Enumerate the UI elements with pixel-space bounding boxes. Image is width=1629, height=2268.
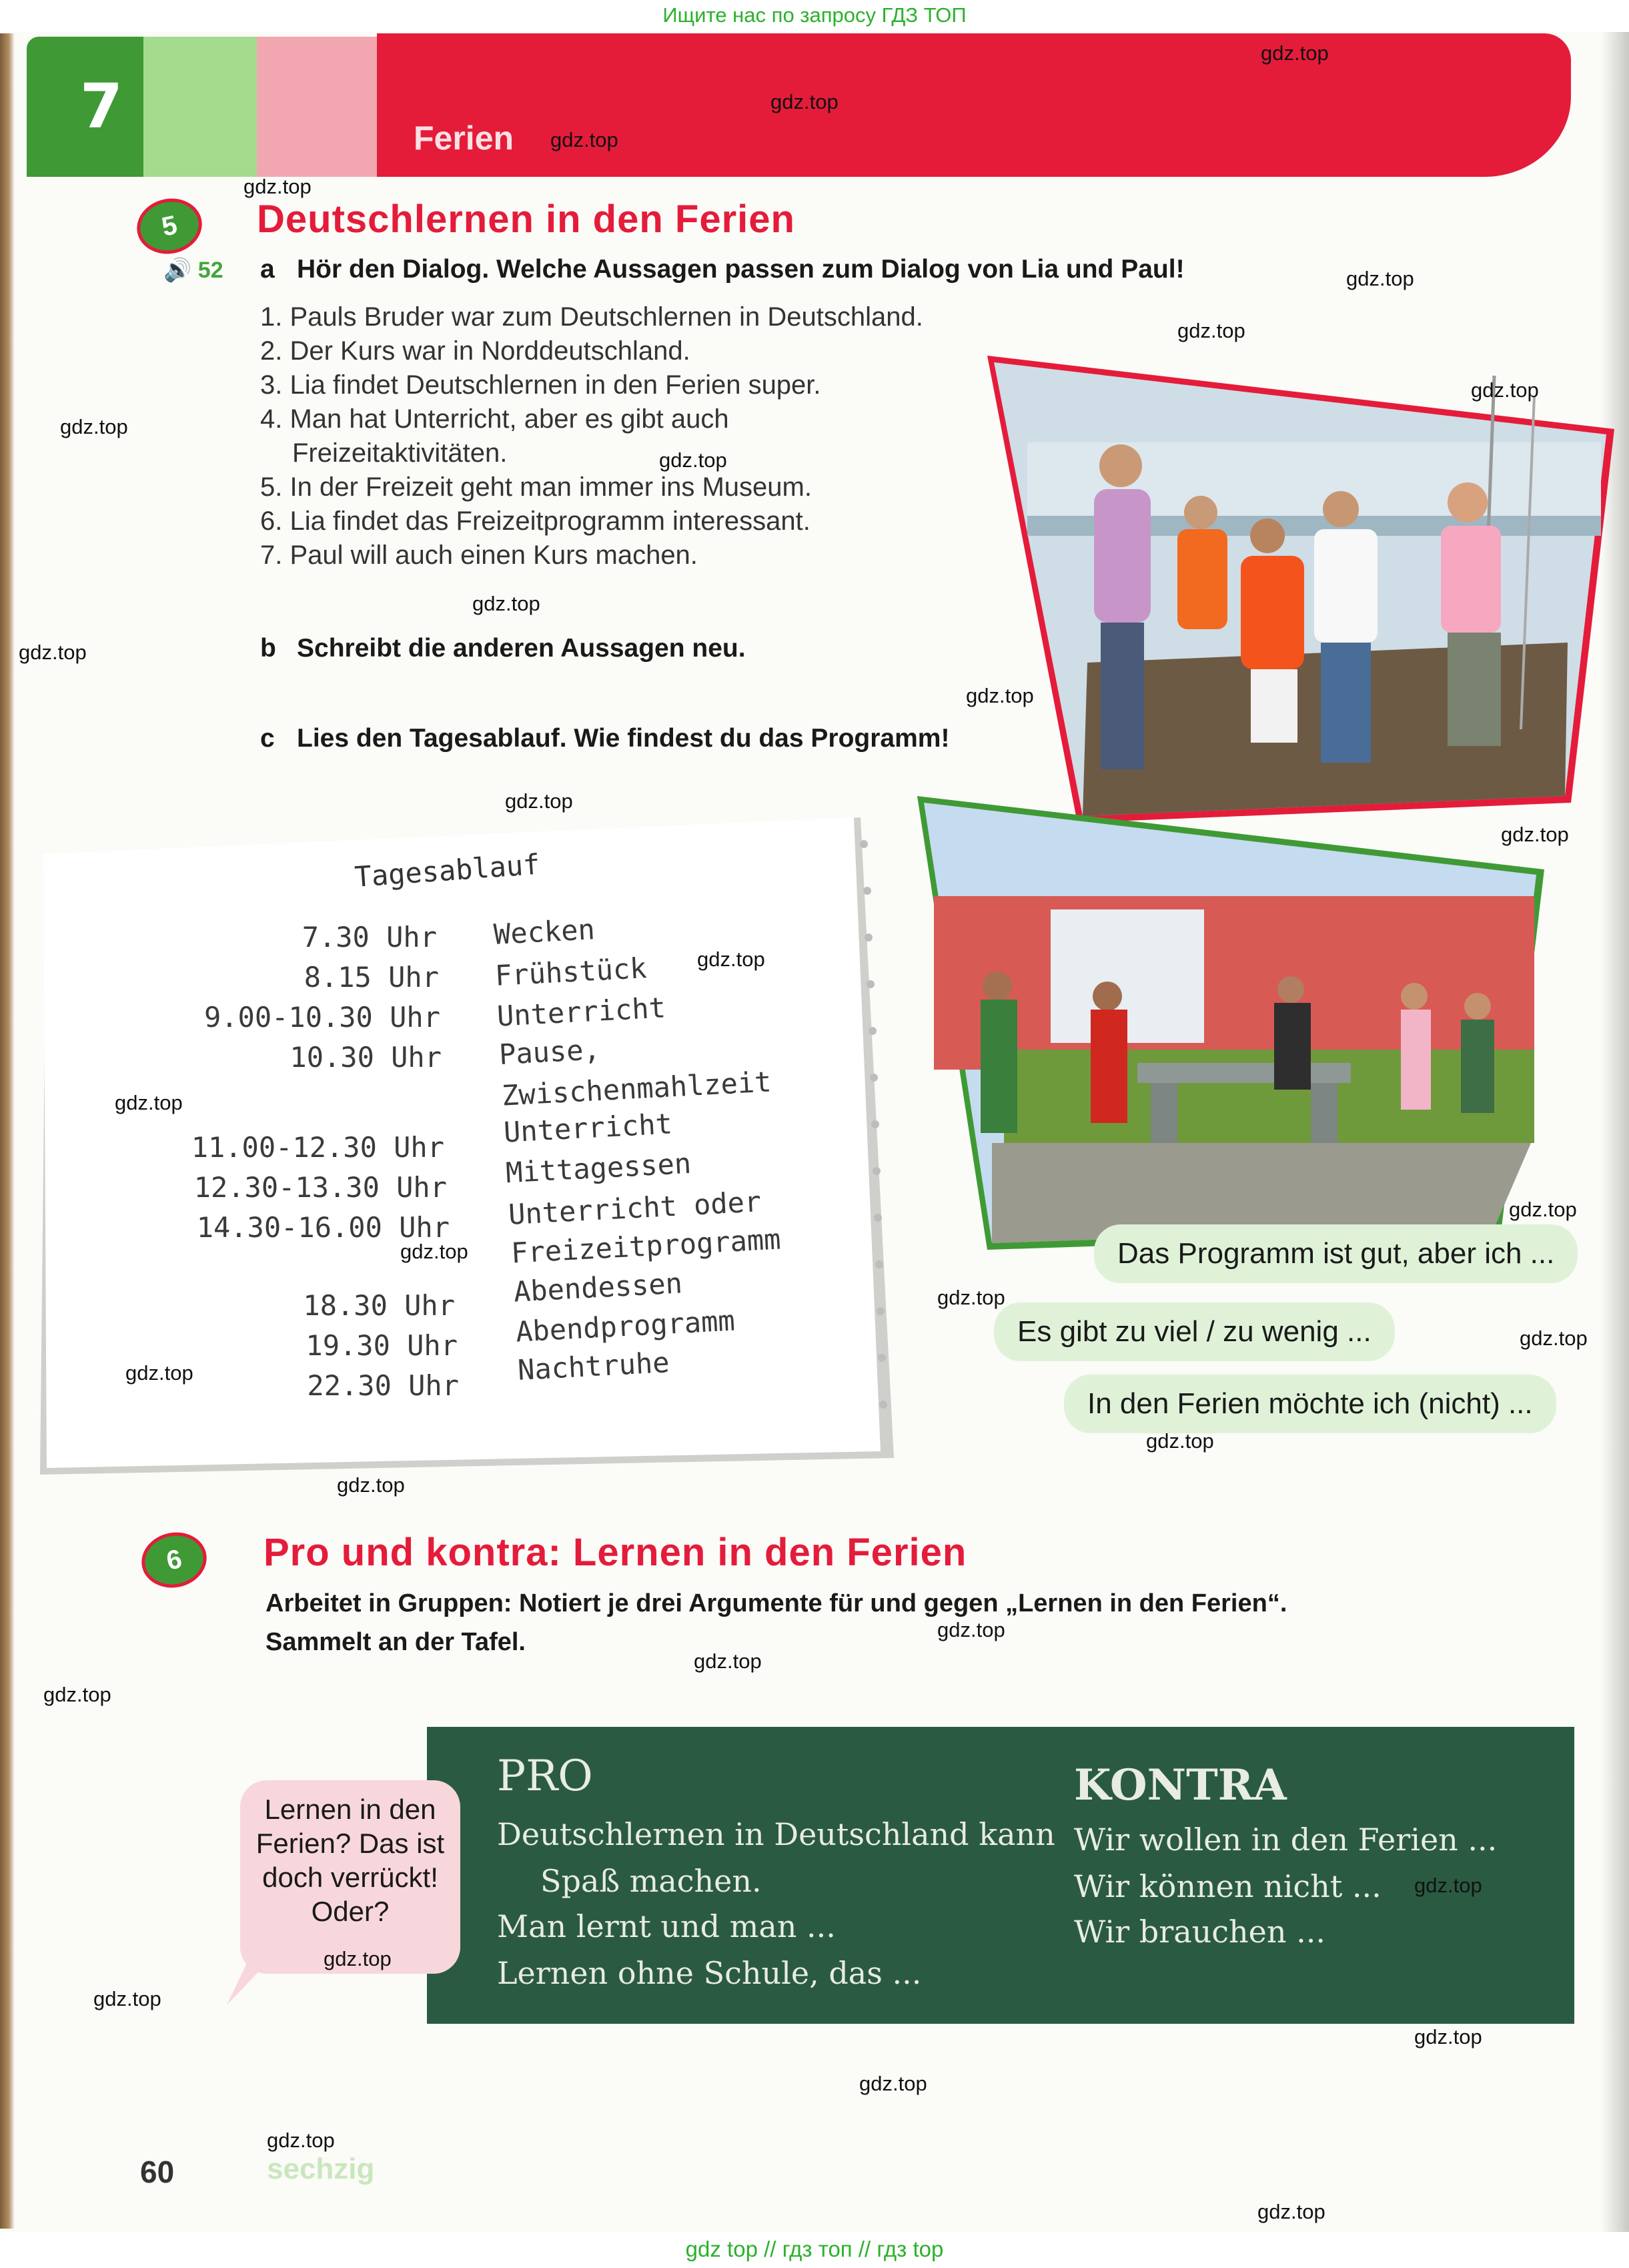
list-item: 5. In der Freizeit geht man immer ins Museum. — [260, 472, 812, 502]
schedule-activity: Wecken — [492, 913, 596, 951]
watermark: gdz.top — [125, 1361, 193, 1385]
watermark: gdz.top — [966, 684, 1034, 707]
task-text: Lies den Tagesablauf. Wie findest du das Programm! — [297, 724, 950, 753]
schedule-activity: Nachtruhe — [516, 1346, 670, 1387]
watermark: gdz.top — [694, 1649, 762, 1673]
speaker-icon: 🔊 — [163, 258, 192, 283]
schedule-activity: Unterricht — [496, 991, 666, 1033]
watermark: gdz.top — [115, 1091, 183, 1114]
watermark: gdz.top — [19, 641, 87, 664]
watermark: gdz.top — [1146, 1429, 1214, 1453]
bottom-link-bar[interactable]: gdz top // гдз топ // гдз top — [0, 2232, 1629, 2268]
watermark: gdz.top — [659, 448, 727, 472]
header-pink-block — [257, 37, 377, 177]
watermark: gdz.top — [937, 1618, 1005, 1641]
task-text: Schreibt die anderen Aussagen neu. — [297, 634, 746, 663]
watermark: gdz.top — [1177, 319, 1245, 342]
speech-line: Oder? — [311, 1896, 390, 1927]
section-6-title: Pro und kontra: Lernen in den Ferien — [263, 1531, 967, 1574]
section-5-title: Deutschlernen in den Ferien — [257, 198, 795, 241]
phrase-bubble: Das Programm ist gut, aber ich ... — [1094, 1224, 1578, 1283]
task-5b — [260, 634, 746, 663]
watermark: gdz.top — [1261, 41, 1329, 65]
watermark: gdz.top — [1414, 1874, 1482, 1897]
audio-track-indicator[interactable] — [163, 257, 223, 284]
list-item: 3. Lia findet Deutschlernen in den Ferien super. — [260, 370, 821, 400]
kontra-argument: Wir brauchen ... — [1074, 1914, 1326, 1950]
photo-table-tennis — [917, 796, 1544, 1263]
watermark: gdz.top — [1414, 2025, 1482, 2048]
pro-argument: Man lernt und man ... — [497, 1908, 836, 1944]
watermark: gdz.top — [770, 90, 839, 113]
schedule-activity: Pause, — [498, 1033, 601, 1071]
list-item: 2. Der Kurs war in Norddeutschland. — [260, 336, 690, 366]
watermark: gdz.top — [1520, 1327, 1588, 1350]
watermark: gdz.top — [1257, 2200, 1325, 2223]
chapter-number: 7 — [80, 71, 123, 142]
schedule-activity: Zwischenmahlzeit — [500, 1065, 772, 1112]
watermark: gdz.top — [267, 2129, 335, 2152]
schedule-activity: Unterricht oder — [507, 1185, 762, 1231]
chapter-number-tab — [27, 37, 143, 177]
section-6-instruction: Sammelt an der Tafel. — [265, 1628, 526, 1656]
watermark: gdz.top — [1509, 1198, 1577, 1221]
watermark: gdz.top — [400, 1240, 468, 1263]
section-5-badge: 5 — [132, 193, 207, 260]
watermark: gdz.top — [505, 789, 573, 813]
schedule-time: 8.15 Uhr — [304, 961, 439, 994]
schedule-activity: Abendprogramm — [514, 1304, 736, 1349]
schedule-time: 22.30 Uhr — [307, 1369, 459, 1402]
schedule-activity: Frühstück — [494, 952, 648, 992]
schedule-activity: Mittagessen — [504, 1146, 692, 1190]
watermark: gdz.top — [324, 1947, 392, 1970]
schedule-activity: Unterricht — [502, 1107, 673, 1149]
schedule-time: 14.30-16.00 Uhr — [196, 1211, 450, 1244]
phrase-bubble: Es gibt zu viel / zu wenig ... — [994, 1302, 1395, 1361]
watermark: gdz.top — [243, 175, 312, 198]
schedule-time: 7.30 Uhr — [302, 921, 437, 954]
list-item: 6. Lia findet das Freizeitprogramm interessant. — [260, 506, 810, 536]
watermark: gdz.top — [1346, 267, 1414, 290]
list-item: 7. Paul will auch einen Kurs machen. — [260, 540, 698, 570]
page-number-word: sechzig — [267, 2153, 375, 2185]
schedule-time: 9.00-10.30 Uhr — [203, 1001, 440, 1034]
top-notice[interactable]: Ищите нас по запросу ГДЗ ТОП — [0, 0, 1629, 32]
task-letter: a — [260, 255, 275, 284]
task-5a — [260, 255, 1185, 284]
schedule-activity: Freizeitprogramm — [510, 1222, 782, 1270]
header-red-band — [377, 33, 1571, 177]
speech-line: Ferien? Das ist — [255, 1828, 445, 1859]
schedule-time: 10.30 Uhr — [290, 1041, 442, 1074]
photo-sailing-group — [987, 356, 1614, 823]
watermark: gdz.top — [60, 415, 128, 438]
watermark: gdz.top — [43, 1683, 111, 1706]
section-6-instruction: Arbeitet in Gruppen: Notiert je drei Argumente für und gegen „Lernen in den Ferien“. — [265, 1589, 1287, 1617]
pro-argument: Lernen ohne Schule, das ... — [497, 1955, 922, 1991]
watermark: gdz.top — [1471, 378, 1539, 402]
watermark: gdz.top — [93, 1987, 161, 2010]
speech-line: Lernen in den — [264, 1794, 436, 1825]
task-5c — [260, 724, 949, 753]
page-number: 60 — [140, 2155, 175, 2189]
header-light-green-block — [143, 37, 257, 177]
schedule-time: 12.30-13.30 Uhr — [193, 1171, 447, 1204]
watermark: gdz.top — [697, 948, 765, 971]
schedule-time: 18.30 Uhr — [303, 1289, 455, 1322]
schedule-time: 11.00-12.30 Uhr — [191, 1131, 444, 1164]
pro-argument: Deutschlernen in Deutschland kann — [497, 1816, 1055, 1852]
list-item: 1. Pauls Bruder war zum Deutschlernen in Deutschland. — [260, 302, 923, 332]
kontra-argument: Wir wollen in den Ferien ... — [1074, 1822, 1498, 1858]
watermark: gdz.top — [1501, 823, 1569, 846]
schedule-time: 19.30 Uhr — [306, 1329, 458, 1362]
phrase-bubble: In den Ferien möchte ich (nicht) ... — [1064, 1375, 1556, 1433]
statements-list — [260, 300, 1034, 573]
watermark: gdz.top — [550, 128, 618, 151]
chapter-title: Ferien — [414, 119, 514, 157]
schedule-title: Tagesablauf — [354, 847, 541, 893]
watermark: gdz.top — [937, 1286, 1005, 1309]
watermark: gdz.top — [472, 592, 540, 615]
page-binding-edge — [0, 33, 15, 2229]
kontra-argument: Wir können nicht ... — [1074, 1868, 1382, 1904]
task-text: Hör den Dialog. Welche Aussagen passen zum Dialog von Lia und Paul! — [297, 255, 1185, 284]
list-item: 4. Man hat Unterricht, aber es gibt auch Freizeitaktivitäten. — [260, 404, 729, 468]
audio-track-number: 52 — [197, 258, 223, 283]
watermark: gdz.top — [337, 1473, 405, 1497]
speech-line: doch verrückt! — [262, 1862, 438, 1893]
task-letter: c — [260, 724, 275, 753]
speech-bubble — [240, 1780, 460, 1974]
schedule-activity: Abendessen — [512, 1266, 683, 1308]
kontra-heading: KONTRA — [1074, 1760, 1287, 1810]
pro-heading: PRO — [497, 1752, 593, 1801]
watermark: gdz.top — [859, 2072, 927, 2095]
task-letter: b — [260, 634, 276, 663]
section-6-badge: 6 — [137, 1527, 212, 1594]
pro-argument: Spaß machen. — [540, 1863, 762, 1899]
